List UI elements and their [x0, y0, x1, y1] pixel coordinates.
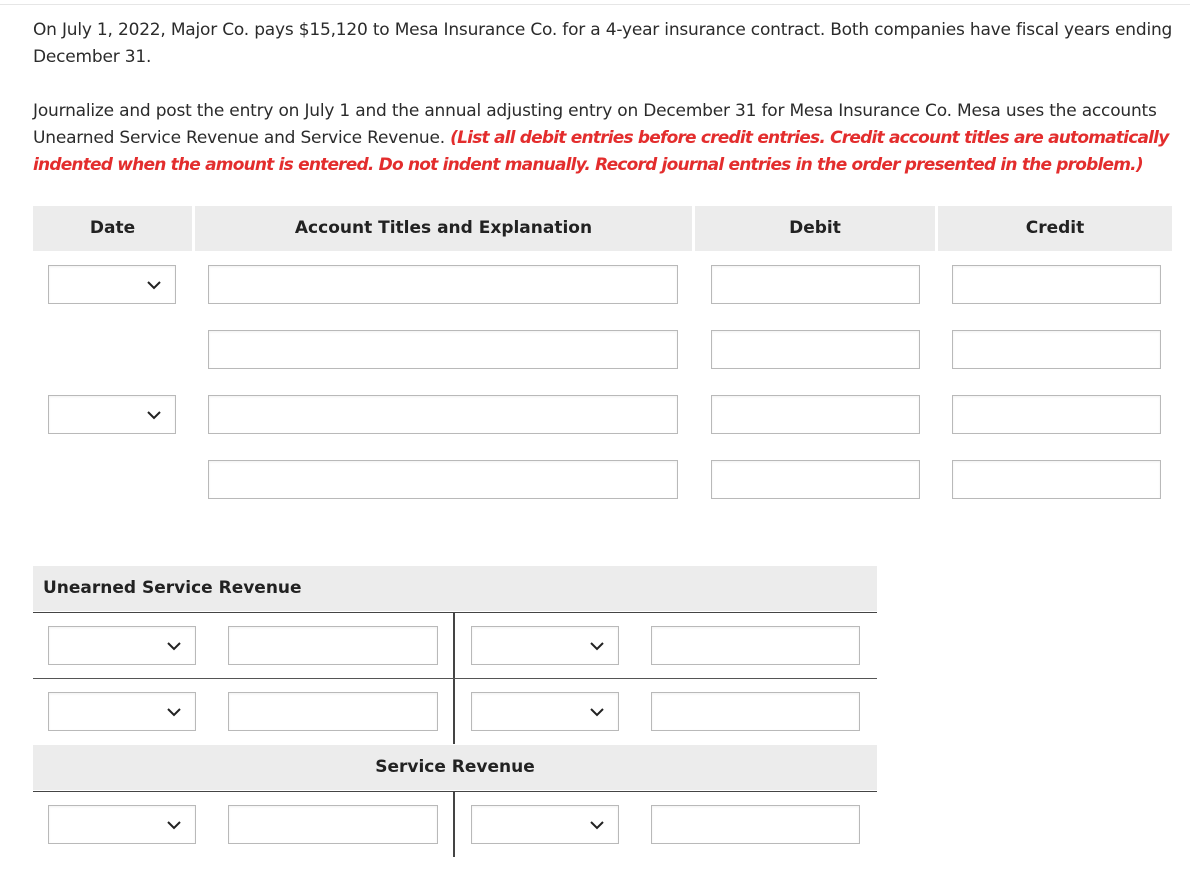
t-account-row-divider	[33, 678, 877, 679]
ledger-amount-input[interactable]	[651, 805, 860, 844]
ledger-date-select[interactable]	[471, 805, 619, 844]
journal-debit-input[interactable]	[711, 265, 920, 304]
journal-account-input[interactable]	[208, 265, 678, 304]
top-divider	[0, 4, 1190, 5]
ledger-date-select[interactable]	[48, 626, 196, 665]
journal-account-input[interactable]	[208, 460, 678, 499]
chevron-down-icon	[167, 641, 181, 651]
header-debit: Debit	[789, 218, 841, 238]
question-intro-text: On July 1, 2022, Major Co. pays $15,120 to Mesa Insurance Co. for a 4-year insurance contract. Both companies have fiscal years ending December 31.	[33, 20, 1173, 67]
instruction-note: (List all debit entries before credit entries. Credit account titles are automatically indented when the amount is entered. Do not indent manually. Record journal entries in the order presented in the problem.)	[33, 128, 1169, 175]
ledger-amount-input[interactable]	[228, 805, 438, 844]
journal-account-input[interactable]	[208, 395, 678, 434]
ledger-amount-input[interactable]	[228, 626, 438, 665]
journal-account-input[interactable]	[208, 330, 678, 369]
journal-date-select[interactable]	[48, 265, 176, 304]
journal-credit-input[interactable]	[952, 265, 1161, 304]
chevron-down-icon	[167, 707, 181, 717]
chevron-down-icon	[167, 820, 181, 830]
journal-credit-input[interactable]	[952, 330, 1161, 369]
ledger-amount-input[interactable]	[651, 692, 860, 731]
question-intro	[33, 17, 1173, 71]
chevron-down-icon	[147, 410, 161, 420]
chevron-down-icon	[147, 280, 161, 290]
instruction-text: Journalize and post the entry on July 1 and the annual adjusting entry on December 31 for Mesa Insurance Co. Mesa uses the accounts Unearned Service Revenue and Service Revenue.	[33, 101, 1157, 148]
t-account-top-line	[33, 612, 877, 613]
chevron-down-icon	[590, 820, 604, 830]
ledger-amount-input[interactable]	[651, 626, 860, 665]
journal-debit-input[interactable]	[711, 330, 920, 369]
chevron-down-icon	[590, 707, 604, 717]
journal-credit-input[interactable]	[952, 460, 1161, 499]
journal-date-select[interactable]	[48, 395, 176, 434]
t-account-title-service: Service Revenue	[375, 757, 535, 777]
chevron-down-icon	[590, 641, 604, 651]
journal-credit-input[interactable]	[952, 395, 1161, 434]
header-credit: Credit	[1025, 218, 1085, 238]
header-date: Date	[89, 218, 136, 238]
journal-debit-input[interactable]	[711, 460, 920, 499]
ledger-date-select[interactable]	[48, 692, 196, 731]
t-account-top-line	[33, 791, 877, 792]
ledger-date-select[interactable]	[471, 626, 619, 665]
ledger-amount-input[interactable]	[228, 692, 438, 731]
t-account-title-unearned: Unearned Service Revenue	[43, 578, 302, 598]
ledger-date-select[interactable]	[48, 805, 196, 844]
question-instruction	[33, 98, 1173, 179]
t-account-center-line	[453, 791, 455, 857]
journal-debit-input[interactable]	[711, 395, 920, 434]
ledger-date-select[interactable]	[471, 692, 619, 731]
header-account: Account Titles and Explanation	[294, 218, 593, 238]
